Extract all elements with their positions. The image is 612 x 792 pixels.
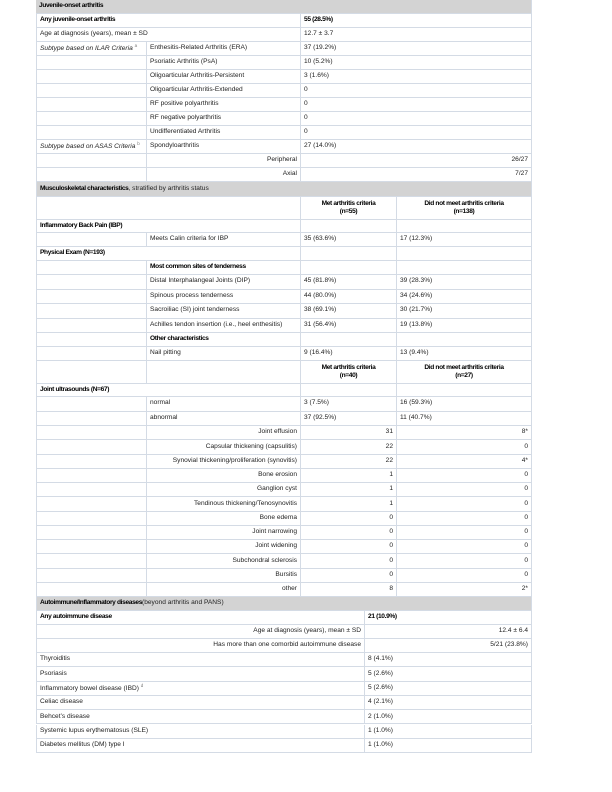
empty-cell bbox=[36, 497, 146, 510]
row-label-cell bbox=[36, 696, 364, 709]
table-row bbox=[36, 290, 532, 305]
table-row bbox=[36, 497, 532, 511]
row-value: 2 (1.0%) bbox=[364, 710, 532, 723]
disease-name: Psoriasis bbox=[40, 669, 67, 677]
empty-cell bbox=[36, 440, 146, 453]
row-label: abnormal bbox=[146, 412, 300, 426]
empty-cell bbox=[300, 247, 396, 260]
empty-cell bbox=[36, 526, 146, 539]
row-label: Any autoimmune disease bbox=[36, 611, 364, 624]
table-row bbox=[36, 14, 532, 28]
table-row bbox=[36, 440, 532, 454]
subheading-title: Most common sites of tenderness bbox=[146, 261, 300, 274]
section-header-juvenile bbox=[36, 0, 532, 14]
subsection-title: Physical Exam (N=193) bbox=[36, 247, 300, 260]
table-row bbox=[36, 710, 532, 724]
not-met-value: 17 (12.3%) bbox=[396, 233, 532, 246]
row-label: other bbox=[146, 583, 300, 596]
table-row bbox=[36, 397, 532, 412]
not-met-value: 0 bbox=[396, 554, 532, 567]
col-header-not-us bbox=[396, 361, 532, 383]
table-row bbox=[36, 469, 532, 483]
not-met-value: 0 bbox=[396, 569, 532, 582]
section-title bbox=[36, 182, 532, 196]
met-value: 45 (81.8%) bbox=[300, 275, 396, 289]
not-met-value: 30 (21.7%) bbox=[396, 304, 532, 318]
subheading-other bbox=[36, 333, 532, 347]
empty-cell bbox=[36, 304, 146, 318]
not-met-value: 0 bbox=[396, 497, 532, 510]
row-label: Capsular thickening (capsulitis) bbox=[146, 440, 300, 453]
empty-cell bbox=[36, 554, 146, 567]
col-header-met-n: (n=40) bbox=[339, 372, 358, 379]
row-label-cell bbox=[36, 710, 364, 723]
subsection-title: Inflammatory Back Pain (IBP) bbox=[36, 220, 300, 232]
row-value: 5 (2.6%) bbox=[364, 667, 532, 680]
empty-cell bbox=[396, 333, 532, 346]
row-value: 8 (4.1%) bbox=[364, 653, 532, 666]
not-met-value: 11 (40.7%) bbox=[396, 412, 532, 426]
empty-cell bbox=[146, 361, 300, 383]
table-row bbox=[36, 739, 532, 753]
row-label: Bursitis bbox=[146, 569, 300, 582]
asas-criteria-text: Subtype based on ASAS Criteria bbox=[40, 143, 136, 151]
table-row bbox=[36, 112, 532, 126]
not-met-value: 13 (9.4%) bbox=[396, 347, 532, 360]
met-value: 0 bbox=[300, 569, 396, 582]
row-label: Bone erosion bbox=[146, 469, 300, 482]
table-row bbox=[36, 725, 532, 739]
empty-cell bbox=[300, 333, 396, 346]
table-row bbox=[36, 653, 532, 667]
empty-cell bbox=[36, 290, 146, 304]
not-met-value: 2* bbox=[396, 583, 532, 596]
table-row bbox=[36, 455, 532, 469]
empty-cell bbox=[396, 247, 532, 260]
table-row bbox=[36, 140, 532, 154]
column-header-row bbox=[36, 197, 532, 220]
row-label: RF negative polyarthritis bbox=[146, 112, 300, 125]
row-label: Peripheral bbox=[146, 154, 300, 167]
table-row bbox=[36, 347, 532, 361]
disease-label bbox=[40, 699, 83, 706]
met-value: 0 bbox=[300, 554, 396, 567]
row-value: 27 (14.0%) bbox=[300, 140, 532, 153]
met-value: 31 bbox=[300, 426, 396, 439]
table-row bbox=[36, 275, 532, 290]
disease-name: Diabetes mellitus (DM) type I bbox=[40, 741, 125, 749]
disease-name: Systemic lupus erythematosus (SLE) bbox=[40, 726, 149, 734]
row-label-cell bbox=[36, 653, 364, 666]
met-value: 44 (80.0%) bbox=[300, 290, 396, 304]
table-row bbox=[36, 304, 532, 319]
not-met-value: 39 (28.3%) bbox=[396, 275, 532, 289]
met-value: 0 bbox=[300, 540, 396, 553]
empty-cell bbox=[36, 540, 146, 553]
empty-cell bbox=[36, 483, 146, 496]
table-row bbox=[36, 540, 532, 554]
row-label: Spondyloarthritis bbox=[146, 140, 300, 153]
section-title-bold: Autoimmune/Inflammatory diseases bbox=[40, 599, 143, 607]
table-row bbox=[36, 696, 532, 710]
table-row bbox=[36, 611, 532, 625]
row-value: 0 bbox=[300, 98, 532, 111]
row-value: 0 bbox=[300, 112, 532, 125]
col-header-met-label: Met arthritis criteria bbox=[321, 199, 376, 207]
col-header-not-label: Did not meet arthritis criteria bbox=[424, 363, 504, 371]
row-label-cell bbox=[36, 667, 364, 680]
table-row bbox=[36, 554, 532, 568]
row-label: Synovial thickening/proliferation (synovitis) bbox=[146, 455, 300, 468]
empty-cell bbox=[36, 569, 146, 582]
empty-cell bbox=[36, 361, 146, 383]
table-row bbox=[36, 412, 532, 427]
met-value: 9 (16.4%) bbox=[300, 347, 396, 360]
empty-cell bbox=[36, 197, 300, 219]
row-label: Tendinous thickening/Tenosynovitis bbox=[146, 497, 300, 510]
table-row bbox=[36, 154, 532, 168]
subsection-ibp bbox=[36, 220, 532, 233]
table-row bbox=[36, 28, 532, 42]
table-row bbox=[36, 233, 532, 247]
row-label: Oligoarticular Arthritis-Persistent bbox=[146, 70, 300, 83]
section-header-autoimmune bbox=[36, 597, 532, 611]
subtype-label-cell bbox=[36, 140, 146, 153]
met-value: 0 bbox=[300, 526, 396, 539]
row-label: Joint widening bbox=[146, 540, 300, 553]
empty-cell bbox=[36, 84, 146, 97]
not-met-value: 34 (24.6%) bbox=[396, 290, 532, 304]
row-value: 1 (1.0%) bbox=[364, 725, 532, 738]
table-row bbox=[36, 682, 532, 696]
not-met-value: 4* bbox=[396, 455, 532, 468]
row-value: 5/21 (23.8%) bbox=[364, 639, 532, 652]
empty-cell bbox=[36, 56, 146, 69]
row-label: Joint effusion bbox=[146, 426, 300, 439]
row-value: 10 (5.2%) bbox=[300, 56, 532, 69]
ilar-criteria-text: Subtype based on ILAR Criteria bbox=[40, 45, 133, 53]
not-met-value: 0 bbox=[396, 469, 532, 482]
table-row bbox=[36, 70, 532, 84]
table-row bbox=[36, 98, 532, 112]
empty-cell bbox=[36, 261, 146, 274]
empty-cell bbox=[36, 154, 146, 167]
table-row bbox=[36, 625, 532, 639]
row-value: 26/27 bbox=[300, 154, 532, 167]
col-header-not-label: Did not meet arthritis criteria bbox=[424, 199, 504, 207]
empty-cell bbox=[300, 384, 396, 396]
table-row bbox=[36, 512, 532, 526]
empty-cell bbox=[36, 426, 146, 439]
row-label: Age at diagnosis (years), mean ± SD bbox=[36, 28, 300, 41]
subsection-title: Joint ultrasounds (N=67) bbox=[36, 384, 300, 396]
met-value: 8 bbox=[300, 583, 396, 596]
table-row bbox=[36, 583, 532, 597]
met-value: 22 bbox=[300, 455, 396, 468]
not-met-value: 16 (59.3%) bbox=[396, 397, 532, 411]
row-label: RF positive polyarthritis bbox=[146, 98, 300, 111]
empty-cell bbox=[36, 455, 146, 468]
row-label: Has more than one comorbid autoimmune disease bbox=[36, 639, 364, 652]
empty-cell bbox=[36, 98, 146, 111]
row-label: Enthesitis-Related Arthritis (ERA) bbox=[146, 42, 300, 55]
empty-cell bbox=[36, 347, 146, 360]
empty-cell bbox=[36, 233, 146, 246]
row-value: 1 (1.0%) bbox=[364, 739, 532, 752]
disease-name: Celiac disease bbox=[40, 698, 83, 706]
not-met-value: 19 (13.8%) bbox=[396, 319, 532, 333]
met-value: 38 (69.1%) bbox=[300, 304, 396, 318]
row-value: 3 (1.6%) bbox=[300, 70, 532, 83]
empty-cell bbox=[36, 126, 146, 139]
table-row bbox=[36, 84, 532, 98]
disease-label bbox=[40, 671, 67, 678]
row-value: 4 (2.1%) bbox=[364, 696, 532, 709]
empty-cell bbox=[300, 220, 396, 232]
table-row bbox=[36, 319, 532, 334]
subtype-label-cell bbox=[36, 42, 146, 55]
empty-cell bbox=[396, 384, 532, 396]
table-row bbox=[36, 526, 532, 540]
row-label: Spinous process tenderness bbox=[146, 290, 300, 304]
disease-label bbox=[40, 714, 90, 721]
row-value: 0 bbox=[300, 126, 532, 139]
col-header-met-us bbox=[300, 361, 396, 383]
section-title-rest: , stratified by arthritis status bbox=[128, 184, 209, 192]
empty-cell bbox=[300, 261, 396, 274]
row-label-cell bbox=[36, 725, 364, 738]
col-header-not-n: (n=138) bbox=[453, 208, 475, 215]
row-label: Nail pitting bbox=[146, 347, 300, 360]
met-value: 37 (92.5%) bbox=[300, 412, 396, 426]
subsection-us bbox=[36, 384, 532, 397]
col-header-met bbox=[300, 197, 396, 219]
met-value: 35 (63.6%) bbox=[300, 233, 396, 246]
row-label: Achilles tendon insertion (i.e., heel enthesitis) bbox=[146, 319, 300, 333]
table-row bbox=[36, 483, 532, 497]
row-value: 12.7 ± 3.7 bbox=[300, 28, 532, 41]
not-met-value: 0 bbox=[396, 526, 532, 539]
section-title bbox=[36, 597, 532, 610]
table-row bbox=[36, 126, 532, 140]
row-label-cell bbox=[36, 682, 364, 695]
footnote-marker: a bbox=[134, 43, 138, 49]
empty-cell bbox=[396, 220, 532, 232]
row-label: Psoriatic Arthritis (PsA) bbox=[146, 56, 300, 69]
row-label: normal bbox=[146, 397, 300, 411]
section-title-bold: Musculoskeletal characteristics bbox=[40, 184, 129, 192]
table-row bbox=[36, 639, 532, 653]
empty-cell bbox=[36, 319, 146, 333]
empty-cell bbox=[36, 112, 146, 125]
not-met-value: 8* bbox=[396, 426, 532, 439]
col-header-met-label: Met arthritis criteria bbox=[321, 363, 376, 371]
empty-cell bbox=[36, 70, 146, 83]
met-value: 31 (56.4%) bbox=[300, 319, 396, 333]
empty-cell bbox=[36, 275, 146, 289]
disease-label bbox=[40, 656, 70, 663]
row-value: 21 (10.9%) bbox=[364, 611, 532, 624]
subsection-pe bbox=[36, 247, 532, 261]
column-header-row-us bbox=[36, 361, 532, 384]
not-met-value: 0 bbox=[396, 440, 532, 453]
disease-name: Behcet’s disease bbox=[40, 712, 90, 720]
met-value: 1 bbox=[300, 469, 396, 482]
table-row bbox=[36, 56, 532, 70]
disease-name: Inflammatory bowel disease (IBD) bbox=[40, 685, 139, 693]
row-value: 0 bbox=[300, 84, 532, 97]
not-met-value: 0 bbox=[396, 483, 532, 496]
row-label: Meets Calin criteria for IBP bbox=[146, 233, 300, 246]
met-value: 1 bbox=[300, 483, 396, 496]
row-label: Ganglion cyst bbox=[146, 483, 300, 496]
col-header-not-n: (n=27) bbox=[455, 372, 473, 379]
disease-label bbox=[40, 728, 148, 735]
row-value: 37 (19.2%) bbox=[300, 42, 532, 55]
empty-cell bbox=[396, 261, 532, 274]
ilar-criteria-label bbox=[40, 44, 137, 53]
empty-cell bbox=[36, 333, 146, 346]
not-met-value: 0 bbox=[396, 512, 532, 525]
empty-cell bbox=[36, 469, 146, 482]
col-header-not bbox=[396, 197, 532, 219]
met-value: 3 (7.5%) bbox=[300, 397, 396, 411]
subheading-tenderness bbox=[36, 261, 532, 275]
subheading-title: Other characteristics bbox=[146, 333, 300, 346]
row-label: Sacroiliac (SI) joint tenderness bbox=[146, 304, 300, 318]
table-row bbox=[36, 168, 532, 182]
table-row bbox=[36, 667, 532, 681]
empty-cell bbox=[36, 168, 146, 181]
table-row bbox=[36, 42, 532, 56]
met-value: 1 bbox=[300, 497, 396, 510]
row-label-cell bbox=[36, 739, 364, 752]
row-label: Distal Interphalangeal Joints (DIP) bbox=[146, 275, 300, 289]
empty-cell bbox=[36, 412, 146, 426]
met-value: 0 bbox=[300, 512, 396, 525]
row-label: Joint narrowing bbox=[146, 526, 300, 539]
row-label: Subchondral sclerosis bbox=[146, 554, 300, 567]
footnote-marker: b bbox=[137, 141, 140, 147]
row-label: Bone edema bbox=[146, 512, 300, 525]
empty-cell bbox=[36, 583, 146, 596]
row-label: Any juvenile-onset arthritis bbox=[36, 14, 300, 27]
table-row bbox=[36, 426, 532, 440]
row-value: 55 (28.5%) bbox=[300, 14, 532, 27]
col-header-met-n: (n=55) bbox=[339, 208, 358, 215]
section-title: Juvenile-onset arthritis bbox=[36, 0, 532, 13]
empty-cell bbox=[36, 512, 146, 525]
footnote-marker: d bbox=[140, 682, 144, 688]
row-label: Oligoarticular Arthritis-Extended bbox=[146, 84, 300, 97]
row-value: 5 (2.6%) bbox=[364, 682, 532, 695]
row-value: 7/27 bbox=[300, 168, 532, 181]
disease-name: Thyroiditis bbox=[40, 655, 71, 663]
empty-cell bbox=[36, 397, 146, 411]
row-label: Age at diagnosis (years), mean ± SD bbox=[36, 625, 364, 638]
section-header-msk bbox=[36, 182, 532, 197]
row-label: Axial bbox=[146, 168, 300, 181]
met-value: 22 bbox=[300, 440, 396, 453]
row-value: 12.4 ± 6.4 bbox=[364, 625, 532, 638]
asas-criteria-label bbox=[40, 142, 140, 151]
disease-label bbox=[40, 742, 125, 749]
not-met-value: 0 bbox=[396, 540, 532, 553]
disease-label bbox=[40, 684, 143, 693]
row-label: Undifferentiated Arthritis bbox=[146, 126, 300, 139]
section-title-rest: (beyond arthritis and PANS) bbox=[142, 599, 224, 607]
table-row bbox=[36, 569, 532, 583]
